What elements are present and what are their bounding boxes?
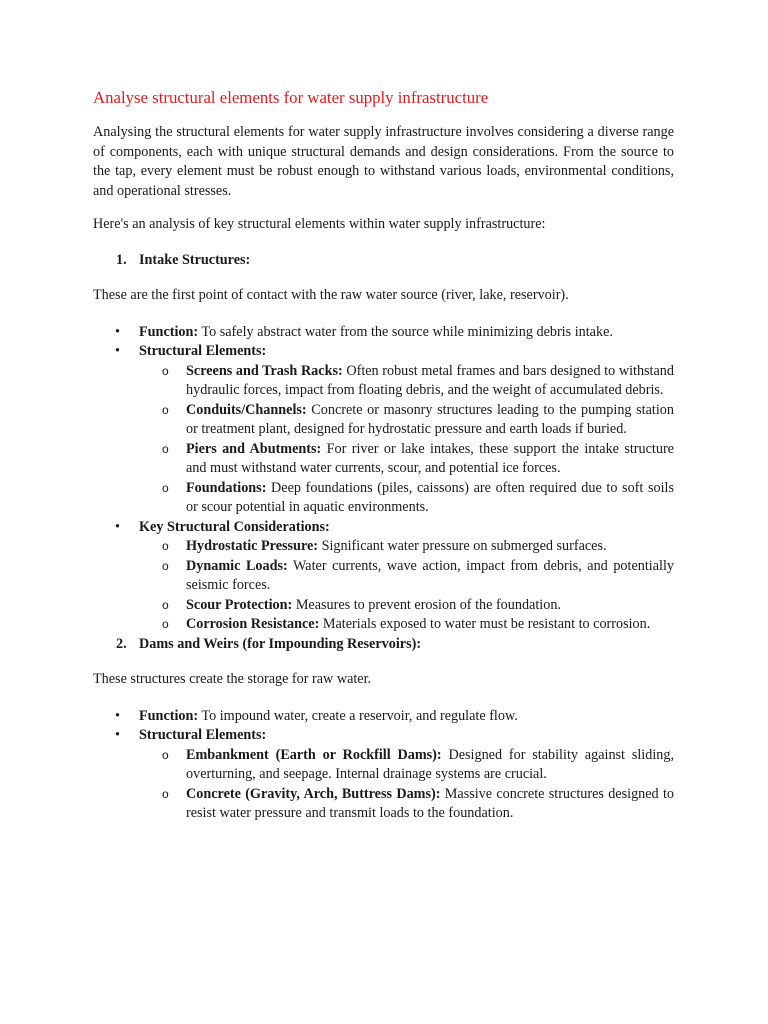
item-text: Measures to prevent erosion of the foundation. [292,596,561,613]
bullet-icon: • [115,727,120,743]
list-item-function [93,707,674,727]
sub-bullet-icon: o [162,480,169,495]
section-2-title: Dams and Weirs (for Impounding Reservoirs): [139,635,422,652]
list-item-structural-elements [93,342,674,518]
bullet-icon: • [115,707,120,724]
function-text: To safely abstract water from the source while minimizing debris intake. [198,323,613,340]
sub-bullet-icon: o [162,617,169,631]
sub-list-item [93,746,674,785]
bullet-icon: • [115,518,120,535]
bullet-icon: • [115,343,120,359]
item-text: Significant water pressure on submerged surfaces. [318,538,607,554]
item-label: Hydrostatic Pressure: [186,538,319,554]
lead-paragraph: Here's an analysis of key structural elements within water supply infrastructure: [93,216,546,232]
item-label: Conduits/Channels: [186,401,307,418]
function-text: To impound water, create a reservoir, and regulate flow. [198,707,518,724]
structural-elements-label: Structural Elements: [139,343,267,359]
document-body [93,86,674,824]
item-label: Foundations: [186,479,267,496]
considerations-sublist [139,537,674,635]
structural-elements-sublist [139,746,674,824]
item-text: Materials exposed to water must be resistant to corrosion. [319,616,651,632]
section-1-title: Intake Structures: [139,251,251,268]
section-2-heading [116,635,674,655]
structural-elements-label: Structural Elements: [139,727,267,743]
list-item-key-considerations [93,518,674,635]
section-1-number: 1. [116,251,127,268]
bullet-icon: • [115,323,120,340]
item-text: Concrete or masonry structures leading to the pumping station or treatment plant, designed for hydrostatic pressure and earth loads if buried. [186,401,674,437]
sub-bullet-icon: o [162,558,169,573]
item-text: Water currents, wave action, impact from debris, and potentially seismic forces. [186,557,674,593]
sub-list-item [93,596,674,616]
list-item-function [93,323,674,343]
sub-list-item [93,479,674,518]
section-1-description: These are the first point of contact with the raw water source (river, lake, reservoir). [93,287,569,303]
item-text: Designed for stability against sliding, overturning, and seepage. Internal drainage systems are crucial. [186,746,675,782]
sub-bullet-icon: o [162,539,169,553]
section-2-description: These structures create the storage for raw water. [93,671,372,687]
item-text: For river or lake intakes, these support the intake structure and must withstand water currents, scour, and potential ice forces. [186,440,674,476]
section-2-list [93,707,674,824]
item-text: Often robust metal frames and bars designed to withstand hydraulic forces, impact from floating debris, and the weight of accumulated debris. [186,362,674,398]
sub-list-item [93,401,674,440]
item-label: Corrosion Resistance: [186,616,320,632]
sub-list-item [93,557,674,596]
document-title: Analyse structural elements for water supply infrastructure [93,88,489,107]
item-label: Piers and Abutments: [186,440,322,457]
considerations-label: Key Structural Considerations: [139,518,330,535]
sub-list-item [93,537,674,557]
sub-list-item [93,440,674,479]
item-text: Massive concrete structures designed to resist water pressure and transmit loads to the foundation. [186,785,674,821]
sub-bullet-icon: o [162,363,169,378]
sub-bullet-icon: o [162,441,169,456]
intro-paragraph: Analysing the structural elements for water supply infrastructure involves considering a diverse range of components, each with unique structural demands and design considerations. From the source to the tap, every element must be robust enough to withstand various loads, environmental conditions, and operational stresses. [93,124,674,199]
sub-list-item [93,615,674,635]
sub-bullet-icon: o [162,597,169,612]
function-label: Function: [139,323,199,340]
sub-bullet-icon: o [162,402,169,417]
sub-list-item [93,785,674,824]
sub-bullet-icon: o [162,786,169,801]
function-label: Function: [139,707,199,724]
item-label: Concrete (Gravity, Arch, Buttress Dams): [186,785,441,802]
sub-list-item [93,362,674,401]
section-1-heading [116,251,674,271]
structural-elements-sublist [139,362,674,518]
section-1-list [93,323,674,635]
item-label: Scour Protection: [186,596,293,613]
section-2-number: 2. [116,635,127,652]
list-item-structural-elements [93,726,674,824]
item-label: Dynamic Loads: [186,557,288,574]
item-text: Deep foundations (piles, caissons) are often required due to soft soils or scour potential in aquatic environments. [186,479,674,515]
sub-bullet-icon: o [162,747,169,762]
item-label: Embankment (Earth or Rockfill Dams): [186,746,442,763]
item-label: Screens and Trash Racks: [186,362,343,379]
